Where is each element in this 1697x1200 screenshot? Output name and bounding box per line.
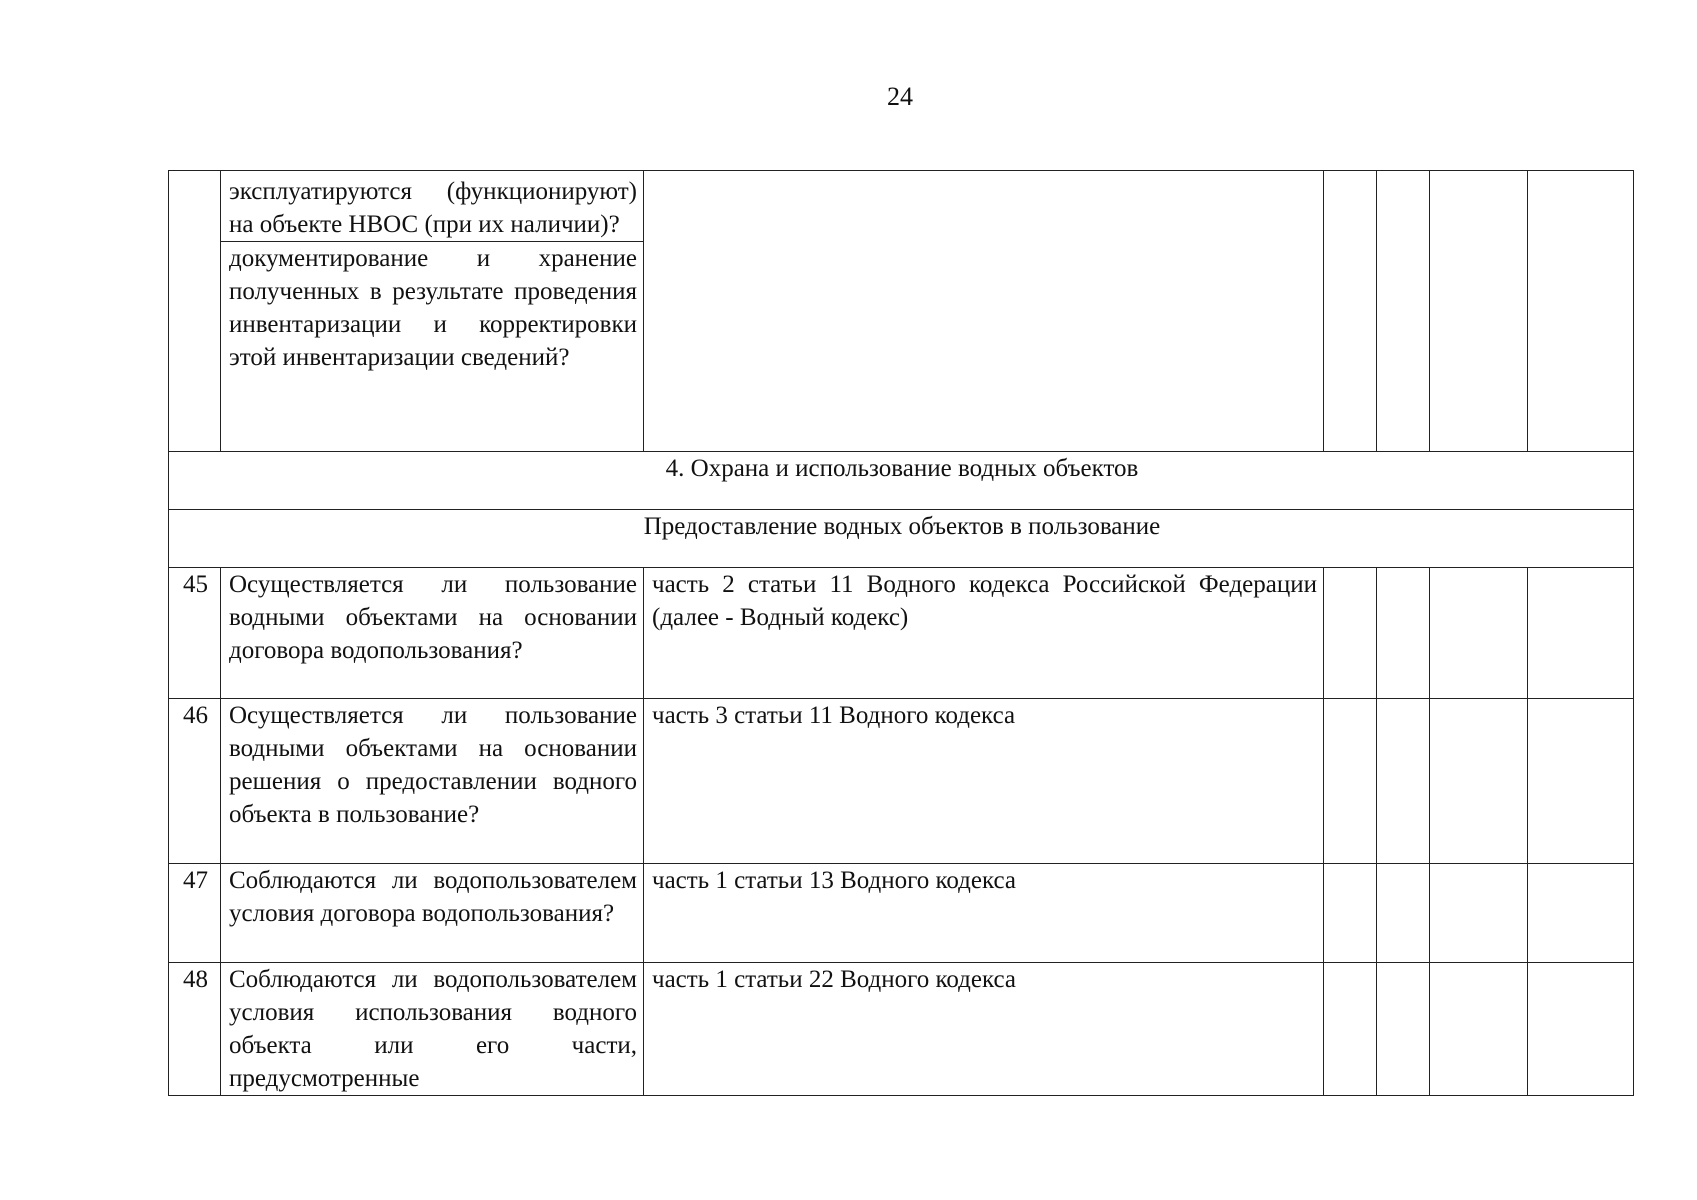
legal-basis-cell: часть 1 статьи 13 Водного кодекса: [644, 864, 1324, 963]
table-row: [169, 699, 1634, 864]
answer-cell-no: [1377, 568, 1430, 699]
row-number-cell: 45: [169, 568, 221, 699]
question-cell: [221, 171, 644, 452]
subsection-header-row: [169, 510, 1634, 568]
legal-basis-cell: часть 2 статьи 11 Водного кодекса Российской Федерации (далее - Водный кодекс): [644, 568, 1324, 699]
answer-cell-yes: [1324, 864, 1377, 963]
answer-cell-not-applicable: [1430, 963, 1528, 1096]
question-cell: Соблюдаются ли водопользователем условия договора водопользования?: [221, 864, 644, 963]
answer-cell-no: [1377, 171, 1430, 452]
checklist-table: [168, 170, 1634, 1096]
notes-cell: [1528, 864, 1634, 963]
answer-cell-no: [1377, 699, 1430, 864]
answer-cell-yes: [1324, 699, 1377, 864]
row-number-cell: 47: [169, 864, 221, 963]
answer-cell-not-applicable: [1430, 864, 1528, 963]
table-row: [169, 568, 1634, 699]
row-number-cell: [169, 171, 221, 452]
notes-cell: [1528, 568, 1634, 699]
legal-basis-cell: часть 3 статьи 11 Водного кодекса: [644, 699, 1324, 864]
table-row: [169, 963, 1634, 1096]
answer-cell-not-applicable: [1430, 568, 1528, 699]
question-cell: Соблюдаются ли водопользователем условия использования водного объекта или его части, предусмотренные: [221, 963, 644, 1096]
subsection-title: Предоставление водных объектов в пользование: [169, 510, 1634, 568]
notes-cell: [1528, 699, 1634, 864]
section-title: 4. Охрана и использование водных объектов: [169, 452, 1634, 510]
answer-cell-no: [1377, 963, 1430, 1096]
question-text: документирование и хранение полученных в результате проведения инвентаризации и корректировки этой инвентаризации сведений?: [221, 241, 643, 374]
legal-basis-cell: [644, 171, 1324, 452]
question-cell: Осуществляется ли пользование водными объектами на основании решения о предоставлении водного объекта в пользование?: [221, 699, 644, 864]
answer-cell-yes: [1324, 963, 1377, 1096]
answer-cell-yes: [1324, 568, 1377, 699]
answer-cell-yes: [1324, 171, 1377, 452]
page-number: 24: [887, 82, 913, 111]
question-text: эксплуатируются (функционируют) на объекте НВОС (при их наличии)?: [229, 178, 637, 238]
section-header-row: [169, 452, 1634, 510]
answer-cell-not-applicable: [1430, 699, 1528, 864]
notes-cell: [1528, 963, 1634, 1096]
row-number-cell: 46: [169, 699, 221, 864]
row-number-cell: 48: [169, 963, 221, 1096]
answer-cell-not-applicable: [1430, 171, 1528, 452]
notes-cell: [1528, 171, 1634, 452]
table-row: [169, 171, 1634, 452]
answer-cell-no: [1377, 864, 1430, 963]
table-row: [169, 864, 1634, 963]
question-cell: Осуществляется ли пользование водными объектами на основании договора водопользования?: [221, 568, 644, 699]
legal-basis-cell: часть 1 статьи 22 Водного кодекса: [644, 963, 1324, 1096]
